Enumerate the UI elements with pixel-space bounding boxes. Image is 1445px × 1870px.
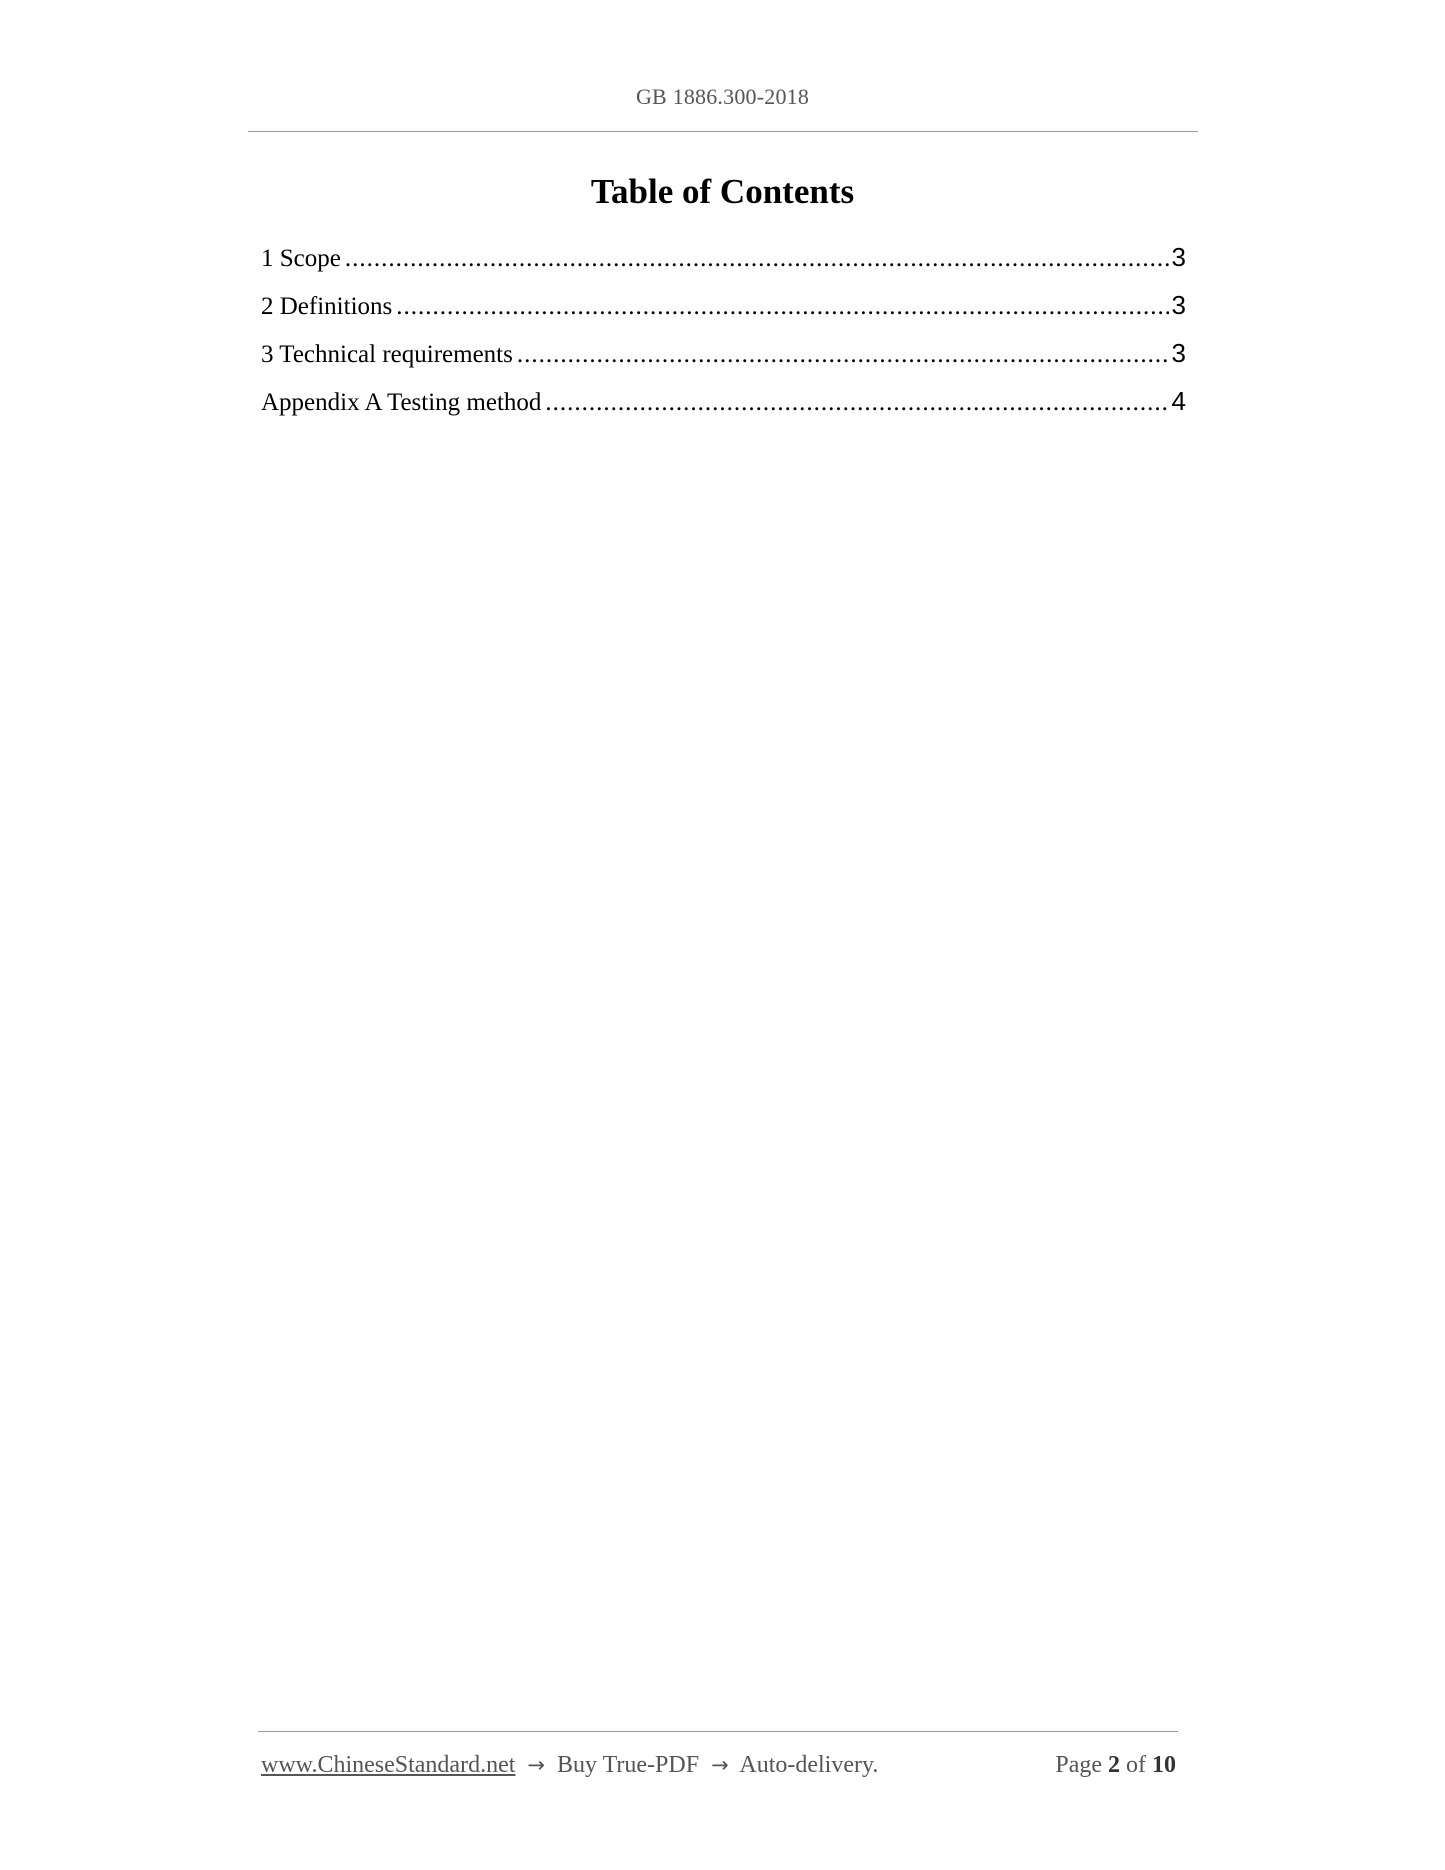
toc-entry-label: Appendix A Testing method [261, 389, 542, 416]
toc-entry-label: 1 Scope [261, 245, 341, 272]
toc-entry-scope[interactable] [261, 242, 1186, 290]
footer-step-delivery: Auto-delivery. [739, 1752, 879, 1778]
page-of: of [1126, 1752, 1146, 1778]
toc-dot-leader [545, 389, 1168, 417]
toc-entry-label: 2 Definitions [261, 293, 393, 320]
right-arrow-icon: → [711, 1753, 729, 1777]
toc-entry-label: 3 Technical requirements [261, 341, 513, 368]
footer-step-buy: Buy True-PDF [557, 1752, 700, 1778]
toc-dot-leader [396, 293, 1168, 321]
website-link[interactable]: www.ChineseStandard.net [261, 1752, 516, 1778]
toc-entry-page: 3 [1171, 290, 1186, 320]
right-arrow-icon: → [527, 1753, 545, 1777]
toc-entry-page: 4 [1171, 386, 1186, 416]
footer-divider [258, 1731, 1178, 1732]
toc-dot-leader [345, 245, 1169, 273]
page-current: 2 [1108, 1752, 1120, 1778]
toc-dot-leader [517, 341, 1169, 369]
toc-entry-page: 3 [1171, 338, 1186, 368]
page-header: GB 1886.300-2018 [635, 84, 810, 109]
toc-entry-page: 3 [1171, 242, 1186, 272]
toc-list [261, 242, 1186, 434]
toc-title: Table of Contents [590, 172, 855, 211]
footer-promo [261, 1752, 878, 1779]
toc-entry-definitions[interactable] [261, 290, 1186, 338]
toc-entry-appendix-a[interactable] [261, 386, 1186, 434]
page-prefix: Page [1055, 1752, 1102, 1778]
header-divider [248, 131, 1198, 132]
toc-entry-technical-requirements[interactable] [261, 338, 1186, 386]
page-total: 10 [1152, 1752, 1176, 1778]
page-number [1055, 1752, 1176, 1779]
